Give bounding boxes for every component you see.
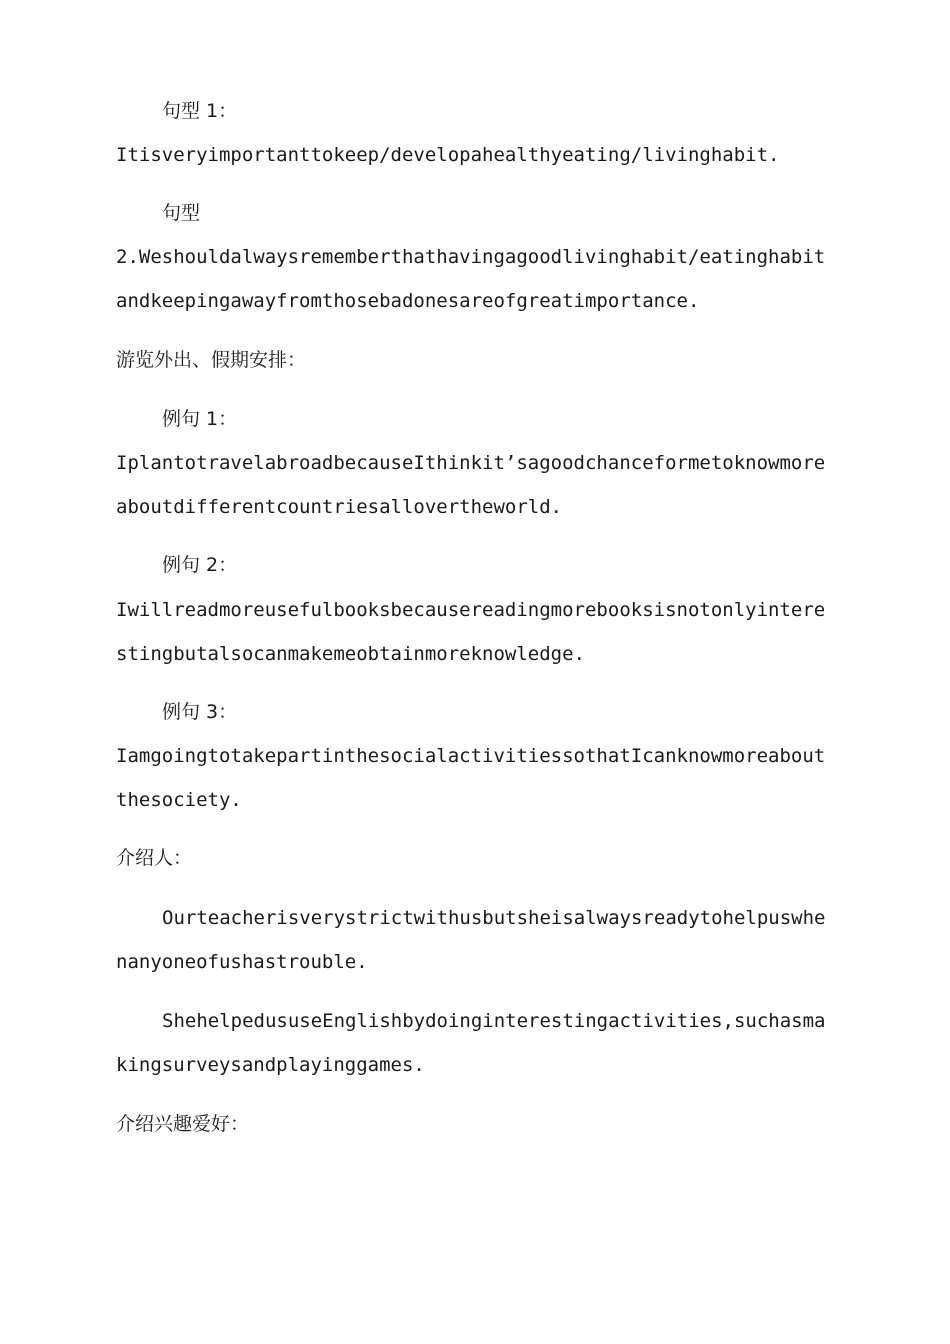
pattern-1-text: Itisveryimportanttokeep/developahealthyeating/livinghabit. [116, 144, 780, 166]
section-heading-hobbies: 介绍兴趣爱好： [116, 1113, 250, 1135]
pattern-2-text: 2.Weshouldalwaysrememberthathavingagoodlivinghabit/eatinghabitandkeepingawayfromthosebadonesareofgreatimportance. [116, 246, 826, 312]
example-2-text: Iwillreadmoreusefulbooksbecausereadingmorebooksisnotonlyinterestingbutalsocanmakemeobtainmoreknowledge. [116, 599, 826, 665]
pattern-2-label: 句型 [162, 202, 201, 224]
pattern-1-label: 句型 1： [162, 100, 238, 122]
example-1-label: 例句 1： [162, 408, 238, 430]
example-2-label: 例句 2： [162, 554, 238, 576]
intro-paragraph-1: Ourteacherisverystrictwithusbutsheisalwaysreadytohelpuswhenanyoneofushastrouble. [116, 907, 826, 973]
example-1-text: IplantotravelabroadbecauseIthinkit’sagoodchanceformetoknowmoreaboutdifferentcountriesallovertheworld. [116, 452, 826, 518]
example-3-text: IamgoingtotakepartinthesocialactivitiessothatIcanknowmoreaboutthesociety. [116, 745, 826, 811]
intro-paragraph-2: ShehelpedususeEnglishbydoinginterestingactivities,suchasmakingsurveysandplayinggames. [116, 1010, 826, 1076]
section-heading-travel: 游览外出、假期安排： [116, 349, 307, 371]
example-3-label: 例句 3： [162, 701, 238, 723]
section-heading-introduce-person: 介绍人： [116, 847, 193, 869]
